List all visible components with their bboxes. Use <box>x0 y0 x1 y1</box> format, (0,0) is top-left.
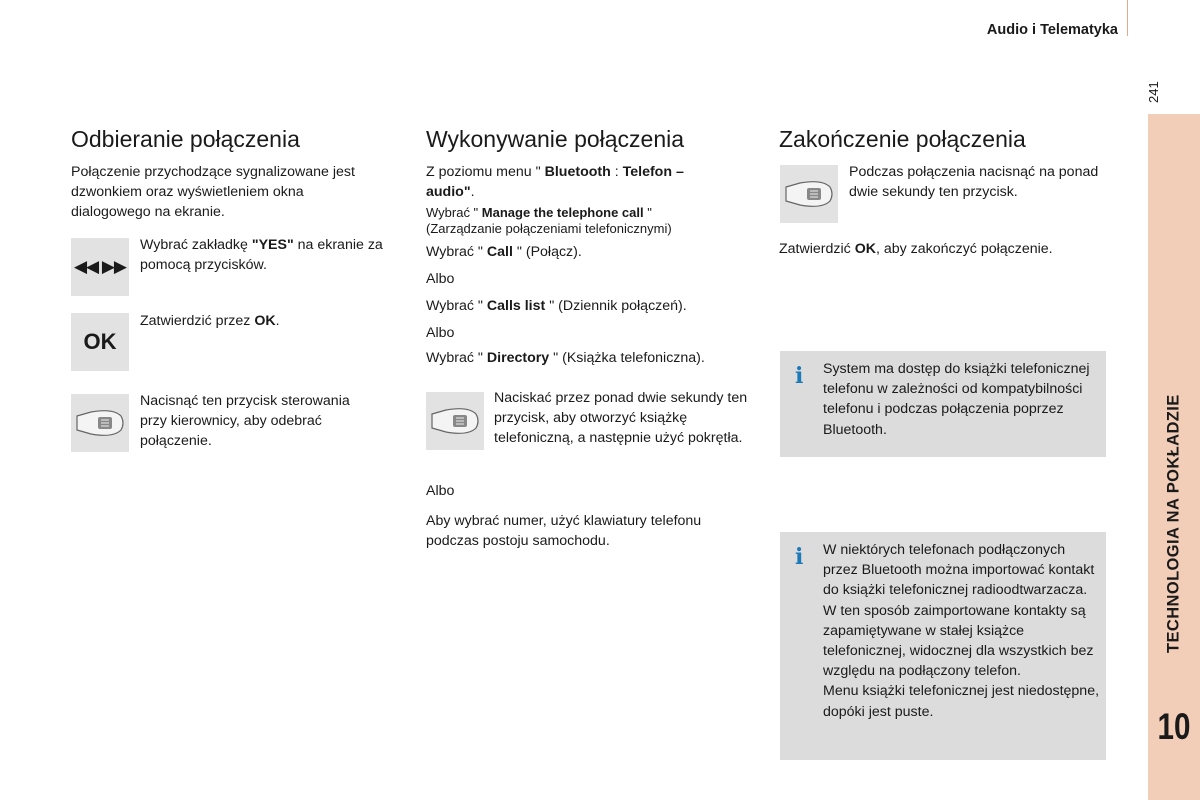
info-box-contacts-import <box>780 532 1106 760</box>
col2-select-directory: Wybrać " Directory " (Książka telefoniczna). <box>426 350 705 366</box>
col3-press-end: Podczas połączenia nacisnąć na ponad dwie sekundy ten przycisk. <box>849 164 1099 200</box>
arrow-buttons-icon: ◀◀ ▶▶ <box>71 238 129 296</box>
step-answer-stalk: Nacisnąć ten przycisk sterowania przy kierownicy, aby odebrać połączenie. <box>140 393 350 449</box>
steering-control-stalk-icon <box>780 165 838 223</box>
col2-press-phonebook: Naciskać przez ponad dwie sekundy ten przycisk, aby otworzyć książkę telefoniczną, a następnie użyć pokrętła. <box>494 390 748 446</box>
col2-select-calls-list: Wybrać " Calls list " (Dziennik połączeń). <box>426 298 687 314</box>
info-text: W niektórych telefonach podłączonych przez Bluetooth można importować kontakt do książki telefonicznej radioodtwarzacza. W ten sposób zaimportowane kontakty są zapamiętywane w stałej książce telefonicznej, widocznej dla wszystkich bez względu na podłączony telefon. Menu książki telefonicznej jest niedostępne, dopóki jest puste. <box>823 542 1100 720</box>
heading-answering: Odbieranie połączenia <box>71 126 300 152</box>
ok-button-icon: OK <box>71 313 129 371</box>
col2-or-2: Albo <box>426 325 455 341</box>
col1-intro: Połączenie przychodzące sygnalizowane jest dzwonkiem oraz wyświetleniem okna dialogowego na ekranie. <box>71 164 355 220</box>
col2-manage-calls: Wybrać " Manage the telephone call " (Zarządzanie połączeniami telefonicznymi) <box>426 205 672 236</box>
chapter-sidebar <box>1148 114 1200 800</box>
col2-menu-path: Z poziomu menu " Bluetooth : Telefon – audio". <box>426 164 684 200</box>
chapter-number: 10 <box>1157 706 1191 747</box>
heading-ending-call: Zakończenie połączenia <box>779 126 1026 152</box>
col2-keypad-note: Aby wybrać numer, użyć klawiatury telefonu podczas postoju samochodu. <box>426 513 702 549</box>
steering-control-stalk-icon <box>71 394 129 452</box>
chapter-title: TECHNOLOGIA NA POKŁADZIE <box>1164 394 1183 654</box>
section-header: Audio i Telematyka <box>986 22 1118 38</box>
page-number: 241 <box>1146 81 1161 103</box>
col3-confirm-end: Zatwierdzić OK, aby zakończyć połączenie. <box>779 241 1053 257</box>
step-select-yes: Wybrać zakładkę "YES" na ekranie za pomocą przycisków. <box>140 237 383 273</box>
step-confirm-ok: Zatwierdzić przez OK. <box>140 313 280 329</box>
col2-select-call: Wybrać " Call " (Połącz). <box>426 244 582 260</box>
heading-making-call: Wykonywanie połączenia <box>426 126 685 152</box>
info-icon: i <box>795 363 804 389</box>
info-box-phonebook-access <box>780 351 1106 457</box>
steering-control-stalk-icon <box>426 392 484 450</box>
info-text: System ma dostęp do książki telefonicznej telefonu w zależności od kompatybilności telefonu i podczas połączenia poprzez Bluetooth. <box>823 361 1090 438</box>
info-icon: i <box>795 544 804 570</box>
col2-or-3: Albo <box>426 483 455 499</box>
header-divider <box>1127 0 1128 36</box>
col2-or-1: Albo <box>426 271 455 287</box>
